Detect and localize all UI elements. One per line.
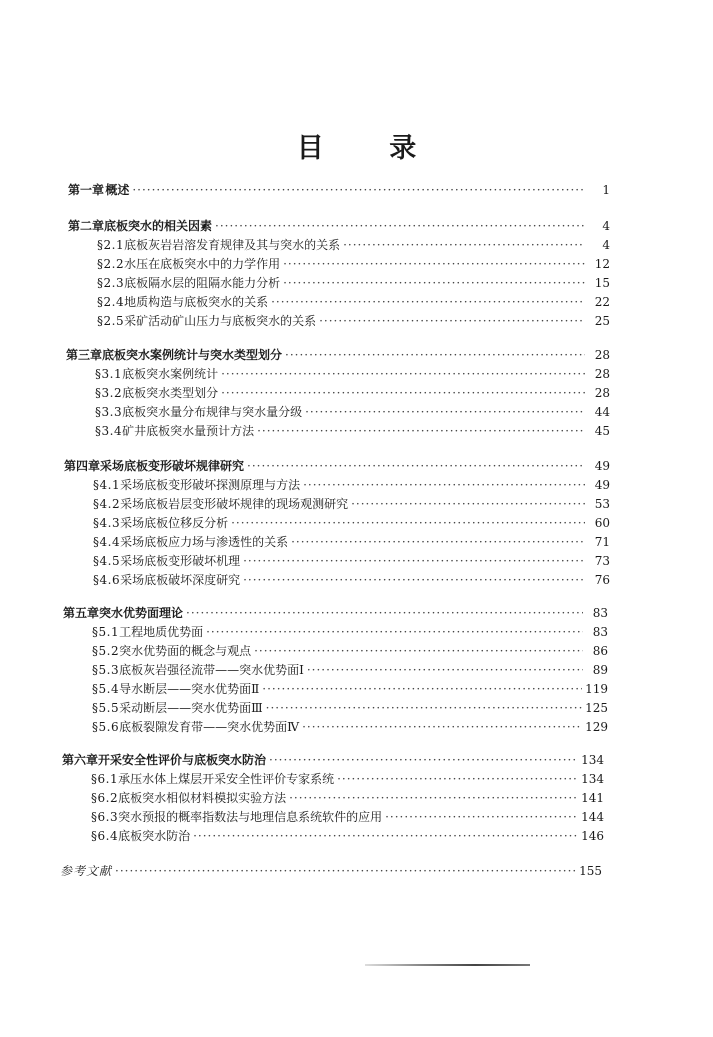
page-number: 83 bbox=[592, 625, 608, 639]
toc-section[interactable] bbox=[93, 476, 610, 494]
leader-dots bbox=[319, 312, 585, 330]
section-number: §3.2 bbox=[95, 386, 123, 400]
page-number: 49 bbox=[594, 478, 610, 492]
toc-section[interactable] bbox=[95, 422, 610, 440]
page-number: 83 bbox=[592, 606, 608, 620]
page-number: 28 bbox=[594, 367, 610, 381]
leader-dots bbox=[351, 495, 585, 513]
toc-section[interactable] bbox=[97, 255, 610, 273]
page-number: 144 bbox=[581, 810, 604, 824]
toc-section[interactable] bbox=[93, 552, 610, 570]
page-number: 134 bbox=[581, 753, 604, 767]
section-number: §3.3 bbox=[95, 405, 123, 419]
leader-dots bbox=[337, 770, 578, 788]
page-number: 141 bbox=[581, 791, 604, 805]
toc-chapter-4[interactable] bbox=[64, 457, 610, 475]
page-number: 125 bbox=[585, 701, 608, 715]
toc-chapter-2[interactable] bbox=[68, 217, 610, 235]
leader-dots bbox=[285, 346, 585, 364]
page-number: 4 bbox=[602, 219, 610, 233]
section-number: §2.3 bbox=[97, 276, 125, 290]
leader-dots bbox=[243, 571, 585, 589]
section-title: 承压水体上煤层开采安全性评价专家系统 bbox=[118, 772, 335, 786]
leader-dots bbox=[283, 255, 585, 273]
chapter-title: 采场底板变形破坏规律研究 bbox=[100, 459, 245, 473]
toc-section[interactable] bbox=[95, 365, 610, 383]
chapter-number: 第五章 bbox=[63, 606, 100, 620]
references-title: 参考文献 bbox=[60, 864, 113, 878]
toc-chapter-5[interactable] bbox=[63, 604, 608, 622]
page-number: 146 bbox=[581, 829, 604, 843]
leader-dots bbox=[269, 751, 578, 769]
page-number: 134 bbox=[581, 772, 604, 786]
toc-section[interactable] bbox=[92, 699, 608, 717]
leader-dots bbox=[193, 827, 578, 845]
section-title: 采动断层——突水优势面Ⅲ bbox=[119, 701, 263, 715]
page-number: 12 bbox=[594, 257, 610, 271]
leader-dots bbox=[266, 699, 582, 717]
section-title: 底板突水防治 bbox=[118, 829, 191, 843]
toc-section[interactable] bbox=[91, 808, 604, 826]
toc-section[interactable] bbox=[95, 403, 610, 421]
chapter-title: 突水优势面理论 bbox=[99, 606, 184, 620]
chapter-number: 第四章 bbox=[64, 459, 101, 473]
leader-dots bbox=[305, 403, 585, 421]
section-title: 突水优势面的概念与观点 bbox=[119, 644, 252, 658]
section-title: 采场底板应力场与渗透性的关系 bbox=[120, 535, 289, 549]
page-number: 44 bbox=[594, 405, 610, 419]
chapter-title: 开采安全性评价与底板突水防治 bbox=[98, 753, 267, 767]
toc-section[interactable] bbox=[91, 789, 604, 807]
leader-dots bbox=[221, 384, 585, 402]
leader-dots bbox=[283, 274, 585, 292]
section-title: 工程地质优势面 bbox=[119, 625, 204, 639]
toc-section[interactable] bbox=[92, 680, 608, 698]
leader-dots bbox=[115, 862, 576, 880]
page-number: 49 bbox=[594, 459, 610, 473]
leader-dots bbox=[271, 293, 585, 311]
leader-dots bbox=[262, 680, 582, 698]
page-number: 15 bbox=[594, 276, 610, 290]
toc-section[interactable] bbox=[93, 533, 610, 551]
toc-section[interactable] bbox=[97, 236, 610, 254]
chapter-number: 第三章 bbox=[66, 348, 103, 362]
chapter-title: 概述 bbox=[105, 183, 130, 197]
leader-dots bbox=[343, 236, 585, 254]
section-number: §4.2 bbox=[93, 497, 121, 511]
section-number: §4.1 bbox=[93, 478, 121, 492]
section-title: 采场底板破坏深度研究 bbox=[120, 573, 241, 587]
section-title: 底板隔水层的阻隔水能力分析 bbox=[124, 276, 281, 290]
toc-section[interactable] bbox=[92, 718, 608, 736]
leader-dots bbox=[291, 533, 585, 551]
leader-dots bbox=[254, 642, 583, 660]
section-title: 底板突水案例统计 bbox=[122, 367, 219, 381]
section-number: §5.6 bbox=[92, 720, 120, 734]
page-number: 89 bbox=[592, 663, 608, 677]
section-number: §5.5 bbox=[92, 701, 120, 715]
toc-section[interactable] bbox=[93, 495, 610, 513]
leader-dots bbox=[206, 623, 583, 641]
toc-section[interactable] bbox=[97, 293, 610, 311]
section-title: 采场底板岩层变形破坏规律的现场观测研究 bbox=[120, 497, 349, 511]
section-title: 地质构造与底板突水的关系 bbox=[124, 295, 269, 309]
toc-section[interactable] bbox=[91, 770, 604, 788]
section-title: 底板突水类型划分 bbox=[122, 386, 219, 400]
toc-references[interactable] bbox=[60, 862, 602, 880]
section-title: 底板突水相似材料模拟实验方法 bbox=[118, 791, 287, 805]
section-title: 采矿活动矿山压力与底板突水的关系 bbox=[124, 314, 317, 328]
leader-dots bbox=[231, 514, 585, 532]
leader-dots bbox=[186, 604, 583, 622]
section-title: 水压在底板突水中的力学作用 bbox=[124, 257, 281, 271]
chapter-number: 第六章 bbox=[62, 753, 99, 767]
section-number: §6.1 bbox=[91, 772, 119, 786]
section-number: §5.2 bbox=[92, 644, 120, 658]
leader-dots bbox=[221, 365, 585, 383]
section-title: 底板裂隙发育带——突水优势面Ⅳ bbox=[119, 720, 300, 734]
page-number: 86 bbox=[592, 644, 608, 658]
toc-section[interactable] bbox=[92, 623, 608, 641]
leader-dots bbox=[257, 422, 585, 440]
leader-dots bbox=[307, 661, 583, 679]
page-number: 119 bbox=[585, 682, 608, 696]
section-number: §5.3 bbox=[92, 663, 120, 677]
leader-dots bbox=[302, 718, 582, 736]
leader-dots bbox=[215, 217, 585, 235]
page-number: 53 bbox=[594, 497, 610, 511]
toc-section[interactable] bbox=[92, 642, 608, 660]
chapter-number: 第一章 bbox=[68, 183, 105, 197]
page-title: 目 录 bbox=[296, 133, 445, 164]
toc-chapter-6[interactable] bbox=[62, 751, 604, 769]
page-number: 22 bbox=[594, 295, 610, 309]
section-number: §3.4 bbox=[95, 424, 123, 438]
section-title: 底板灰岩强径流带——突水优势面Ⅰ bbox=[119, 663, 304, 677]
section-number: §2.2 bbox=[97, 257, 125, 271]
toc-section[interactable] bbox=[95, 384, 610, 402]
scan-smudge bbox=[365, 964, 530, 966]
page-number: 28 bbox=[594, 386, 610, 400]
page-number: 4 bbox=[602, 238, 610, 252]
section-number: §4.4 bbox=[93, 535, 121, 549]
toc-section[interactable] bbox=[93, 571, 610, 589]
section-title: 底板灰岩岩溶发育规律及其与突水的关系 bbox=[124, 238, 341, 252]
leader-dots bbox=[132, 181, 585, 199]
section-title: 矿井底板突水量预计方法 bbox=[122, 424, 255, 438]
leader-dots bbox=[385, 808, 578, 826]
leader-dots bbox=[243, 552, 585, 570]
page-number: 1 bbox=[602, 183, 610, 197]
toc-section[interactable] bbox=[97, 274, 610, 292]
section-number: §2.1 bbox=[97, 238, 125, 252]
section-number: §4.3 bbox=[93, 516, 121, 530]
page-number: 76 bbox=[594, 573, 610, 587]
section-number: §6.3 bbox=[91, 810, 119, 824]
section-title: 采场底板变形破坏机理 bbox=[120, 554, 241, 568]
page-number: 129 bbox=[585, 720, 608, 734]
page-number: 45 bbox=[594, 424, 610, 438]
section-title: 导水断层——突水优势面Ⅱ bbox=[119, 682, 260, 696]
section-number: §4.5 bbox=[93, 554, 121, 568]
section-number: §6.4 bbox=[91, 829, 119, 843]
toc-section[interactable] bbox=[92, 661, 608, 679]
section-number: §6.2 bbox=[91, 791, 119, 805]
leader-dots bbox=[289, 789, 578, 807]
leader-dots bbox=[303, 476, 585, 494]
section-number: §2.5 bbox=[97, 314, 125, 328]
section-number: §4.6 bbox=[93, 573, 121, 587]
section-number: §5.4 bbox=[92, 682, 120, 696]
page-number: 155 bbox=[579, 864, 602, 878]
section-title: 采场底板位移反分析 bbox=[120, 516, 229, 530]
toc-chapter-3[interactable] bbox=[66, 346, 610, 364]
toc-section[interactable] bbox=[97, 312, 610, 330]
page-number: 73 bbox=[594, 554, 610, 568]
section-number: §2.4 bbox=[97, 295, 125, 309]
page-number: 60 bbox=[594, 516, 610, 530]
section-title: 采场底板变形破坏探测原理与方法 bbox=[120, 478, 301, 492]
page-number: 71 bbox=[594, 535, 610, 549]
page-number: 28 bbox=[594, 348, 610, 362]
chapter-title: 底板突水的相关因素 bbox=[104, 219, 213, 233]
section-number: §5.1 bbox=[92, 625, 120, 639]
toc-section[interactable] bbox=[91, 827, 604, 845]
chapter-number: 第二章 bbox=[68, 219, 105, 233]
leader-dots bbox=[247, 457, 585, 475]
section-number: §3.1 bbox=[95, 367, 123, 381]
page-number: 25 bbox=[594, 314, 610, 328]
toc-chapter-1[interactable] bbox=[68, 181, 610, 199]
toc-section[interactable] bbox=[93, 514, 610, 532]
section-title: 底板突水量分布规律与突水量分级 bbox=[122, 405, 303, 419]
section-title: 突水预报的概率指数法与地理信息系统软件的应用 bbox=[118, 810, 383, 824]
chapter-title: 底板突水案例统计与突水类型划分 bbox=[102, 348, 283, 362]
